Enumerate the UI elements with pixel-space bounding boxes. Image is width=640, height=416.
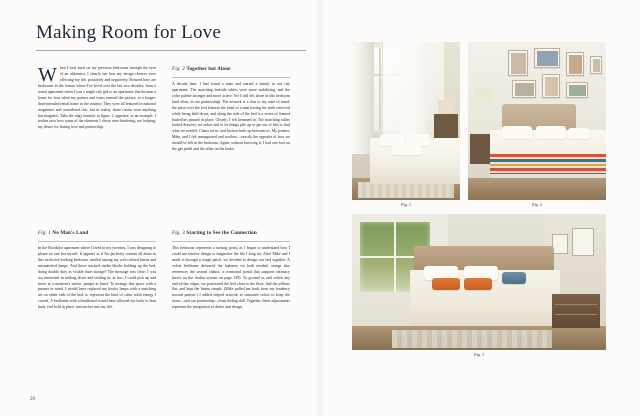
figure-2-number: Fig. 2	[172, 66, 185, 72]
figure-1-body: In the Brooklyn apartment where I lived in my twenties, I was designing to please no one but myself. It appears as if I'm perfectly content all alone in this exclusive-looking bedroom, nestled among my soft-colored linens and mismatched lamps. And those stacked cinder blocks holding up the bed, doing double duty as visible shoe storage? The message was clear: I was not interested in settling down and settling in; in fact, I could pick up and leave at a moment's notice, pumps in hand. To arrange this space with a partner in mind, I would have replaced my kooky lamps with a matching set on either side of the bed, to represent the kind of calm, solid energy I craved. A bedframe with a headboard would have allowed my body to lean back, feel held in place, and anchor into my life.	[38, 245, 156, 310]
figure-2-title: Together but Alone	[186, 66, 231, 72]
page-number: 26	[30, 397, 35, 402]
title-divider	[36, 50, 306, 51]
figure-1-number: Fig. 1	[38, 230, 51, 236]
column-intro	[38, 66, 156, 134]
figure-2-divider	[172, 77, 290, 78]
figure-3-heading	[172, 230, 290, 238]
intro-body-text: hen I look back on my previous bedrooms through the eyes of an alchemist, I clearly see how my design choices were affecting my life, positively and negatively. Pictured here are bedrooms in the homes where I've lived over the last two decades, from a rental apartment when I was a single city girl to an apartment that became a home for four when my partner and twins entered the picture, to a longer-than-intended rental home in the country. They were all featured in national magazines and considered chic, but in reality, those rooms were anything but magnetic. Take the edgy boudoir in figure 1, opposite, as an example. I realize now how some of the elements I chose were hindering, not helping, my desire for lasting love and partnership.	[38, 66, 156, 130]
column-figure-2	[172, 66, 290, 156]
figure-1-caption: Fig. 1	[400, 202, 411, 207]
column-figure-3	[172, 230, 290, 314]
photo-bedroom-canopy	[352, 42, 460, 200]
figure-3-title: Starting to See the Connection	[186, 230, 257, 236]
column-figure-1	[38, 230, 156, 314]
figure-1-heading	[38, 230, 156, 238]
figure-1-title: No Man's Land	[52, 230, 89, 236]
figure-2-body: A decade later, I had found a mate and started a family in our city apartment. The matching bedside tables were more stabilizing, and the color palette stronger and more active. Yet I still felt alone in this bedroom (and often, in our partnership). The artwork is a clue to my state of mind: the piece over the bed features the head of a man having his teeth removed while being held down, and along the side of the bed is a series of framed butterflies pinned in place. Clearly, I felt hemmed in. The matching tables lacked drawers; we either had to let things pile up or get out of bed to find what we needed. Chaos set in, and friction built up between us. My partner, Mike, and I felt unsupported and rootless—exactly the opposite of how we should've felt in the bedroom. Again, without knowing it, I had one foot on the gas pedal and the other on the brake.	[172, 81, 290, 152]
drop-cap: W	[38, 64, 57, 86]
figure-3-body: This bedroom represents a turning point, as I began to understand how I could use interior design to magnetize the life I long for. After Mike and I made it through a rough patch, we decided to design our bed together. A velvet bedframe delivered the lushness we both needed; orange also references the second chakra, a creational portal that supports intimacy (more on the chakra system on page 149). To ground us and soften any end-of-day edges, we positioned the bed close to the floor, laid the pillows flat, and kept the linens simple. (Mike pulled me back from my tendency toward pattern.) I added striped artwork in saturated colors to keep the room—and our partnership—from feeling dull. Together, these adjustments represent the integration of desire and design.	[172, 245, 290, 310]
figure-2-heading	[172, 66, 290, 74]
photo-bedroom-orange-bed	[352, 214, 606, 350]
figure-3-number: Fig. 3	[172, 230, 185, 236]
photo-bedroom-gallery-wall	[468, 42, 606, 200]
page-title: Making Room for Love	[36, 22, 222, 43]
figure-2-caption: Fig. 2	[531, 202, 542, 207]
figure-3-caption: Fig. 3	[473, 352, 484, 357]
figure-3-divider	[172, 241, 290, 242]
figure-1-divider	[38, 241, 156, 242]
